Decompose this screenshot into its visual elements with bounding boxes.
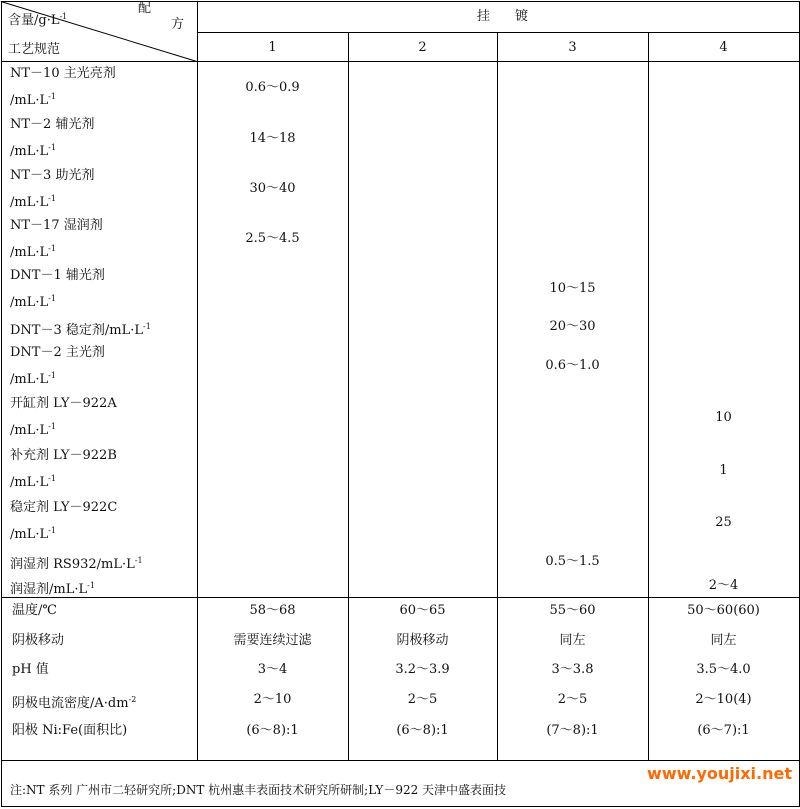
additive-value-9-col-4-text: 1	[719, 463, 728, 478]
process-value-4-col-2	[353, 692, 493, 708]
additive-unit-4-text: /mL·L	[10, 245, 49, 260]
additive-name-10-text: 稳定剂 LY－922C	[10, 500, 118, 515]
additive-value-10-col-4-text: 25	[715, 515, 732, 530]
rule-bottom	[1, 806, 799, 807]
additive-name-3-text: NT－3 助光剂	[10, 168, 95, 183]
process-name-1	[12, 603, 57, 619]
additive-name-11	[10, 553, 143, 573]
additive-unit-3-text: /mL·L	[10, 195, 49, 210]
process-value-5-col-1	[203, 723, 343, 739]
process-value-3-col-3	[503, 662, 643, 678]
column-header-2-text: 2	[418, 40, 427, 55]
additive-value-7-col-3	[503, 358, 643, 374]
additive-unit-10	[10, 523, 56, 543]
process-value-5-col-1-text: (6～8):1	[246, 723, 299, 738]
additive-value-2-col-1-text: 14～18	[249, 131, 296, 146]
additive-value-6-col-3-text: 20～30	[549, 319, 596, 334]
additive-unit-2-text: /mL·L	[10, 144, 49, 159]
additive-unit-9-superscript: -1	[48, 474, 56, 483]
rule-top	[1, 1, 799, 2]
additive-value-4-col-1	[203, 231, 343, 247]
additive-value-5-col-3-text: 10～15	[549, 281, 596, 296]
additive-unit-1	[10, 89, 56, 109]
process-value-4-col-3	[503, 692, 643, 708]
additive-value-4-col-1-text: 2.5～4.5	[245, 231, 300, 246]
process-value-3-col-2-text: 3.2～3.9	[395, 662, 450, 677]
additive-unit-1-superscript: -1	[48, 92, 56, 101]
header-recipe-char-2-text: 方	[171, 17, 185, 32]
process-value-1-col-1-text: 58～68	[249, 603, 296, 618]
process-name-4-text: 阴极电流密度/A·dm	[12, 696, 129, 711]
additive-unit-10-text: /mL·L	[10, 527, 49, 542]
process-name-1-text: 温度/℃	[12, 603, 57, 618]
process-value-1-col-4-text: 50～60(60)	[687, 603, 760, 618]
process-value-5-col-4	[654, 723, 794, 739]
additive-value-3-col-1	[203, 181, 343, 197]
header-plating-char-2-text: 镀	[515, 9, 529, 24]
additive-unit-7-text: /mL·L	[10, 372, 49, 387]
additive-name-12-text: 润湿剂/mL·L	[10, 582, 88, 597]
additive-name-5-text: DNT－1 辅光剂	[10, 268, 105, 283]
header-process-label	[8, 42, 60, 58]
additive-unit-8-text: /mL·L	[10, 423, 49, 438]
additive-unit-10-superscript: -1	[48, 526, 56, 535]
additive-name-7	[10, 345, 105, 361]
rule-col-label	[197, 1, 198, 761]
process-name-3-text: pH 值	[12, 662, 49, 677]
process-value-3-col-2	[353, 662, 493, 678]
process-name-4	[12, 692, 136, 712]
additive-unit-5-text: /mL·L	[10, 295, 49, 310]
additive-value-6-col-3	[503, 319, 643, 335]
process-value-2-col-4-text: 同左	[710, 633, 737, 648]
process-value-1-col-4	[654, 603, 794, 619]
header-recipe-char-1-text: 配	[138, 1, 152, 16]
additive-value-11-col-3-text: 0.5～1.5	[545, 554, 600, 569]
additive-name-4-text: NT－17 湿润剂	[10, 218, 103, 233]
column-header-1-text: 1	[268, 40, 277, 55]
process-name-4-superscript: -2	[128, 695, 137, 704]
process-value-4-col-1-text: 2～10	[253, 692, 292, 707]
process-name-2	[12, 633, 64, 649]
additive-value-1-col-1	[203, 80, 343, 96]
additive-name-9	[10, 448, 117, 464]
process-value-4-col-2-text: 2～5	[407, 692, 438, 707]
process-value-5-col-4-text: (6～7):1	[697, 723, 750, 738]
additive-value-10-col-4	[654, 515, 794, 531]
additive-value-12-col-4	[654, 578, 794, 594]
header-content-label	[8, 9, 67, 29]
process-value-2-col-2	[353, 633, 493, 649]
header-plating-char-1	[477, 9, 490, 25]
additive-name-11-text: 润湿剂 RS932/mL·L	[10, 557, 135, 572]
header-recipe-char-2	[171, 17, 184, 33]
additive-unit-3-superscript: -1	[48, 194, 56, 203]
rule-left	[1, 1, 2, 807]
additive-unit-4	[10, 241, 56, 261]
additive-name-5	[10, 268, 105, 284]
header-recipe-char-1	[138, 1, 151, 17]
additive-unit-5	[10, 291, 56, 311]
process-value-4-col-4	[654, 692, 794, 708]
process-name-5-text: 阳极 Ni:Fe(面积比)	[12, 723, 128, 738]
process-value-4-col-1	[203, 692, 343, 708]
additive-unit-5-superscript: -1	[48, 294, 56, 303]
additive-name-1-text: NT－10 主光亮剂	[10, 66, 116, 81]
additive-name-7-text: DNT－2 主光剂	[10, 345, 105, 360]
process-value-3-col-1-text: 3～4	[257, 662, 288, 677]
process-value-2-col-4	[654, 633, 794, 649]
process-value-5-col-2	[353, 723, 493, 739]
additive-name-11-superscript: -1	[134, 556, 143, 565]
header-content-label-superscript: -1	[59, 12, 68, 21]
process-value-2-col-1-text: 需要连续过滤	[233, 633, 312, 648]
additive-value-12-col-4-text: 2～4	[708, 578, 739, 593]
process-name-5	[12, 723, 127, 739]
additive-value-8-col-4	[654, 410, 794, 426]
process-value-2-col-3-text: 同左	[559, 633, 586, 648]
column-header-3-text: 3	[568, 40, 577, 55]
watermark: www.youjixi.net	[612, 761, 796, 787]
additive-name-6-superscript: -1	[142, 322, 151, 331]
column-header-1	[203, 40, 343, 56]
additive-value-3-col-1-text: 30～40	[249, 181, 296, 196]
process-value-3-col-1	[203, 662, 343, 678]
additive-value-1-col-1-text: 0.6～0.9	[245, 80, 300, 95]
footnote-text: 注:NT 系列 广州市二轻研究所;DNT 杭州惠丰表面技术研究所研制;LY－922 天津中盛表面技	[10, 783, 507, 797]
additive-name-9-text: 补充剂 LY－922B	[10, 448, 117, 463]
column-header-2	[353, 40, 493, 56]
additive-unit-8-superscript: -1	[48, 422, 56, 431]
process-value-1-col-3	[503, 603, 643, 619]
additive-unit-9-text: /mL·L	[10, 475, 49, 490]
additive-unit-2	[10, 140, 56, 160]
process-value-4-col-4-text: 2～10(4)	[695, 692, 752, 707]
additive-unit-7	[10, 368, 56, 388]
process-name-2-text: 阴极移动	[12, 633, 65, 648]
footnote	[10, 782, 506, 798]
additive-unit-1-text: /mL·L	[10, 93, 49, 108]
header-process-label-text: 工艺规范	[8, 42, 61, 57]
additive-unit-2-superscript: -1	[48, 143, 56, 152]
additive-value-9-col-4	[654, 463, 794, 479]
process-value-1-col-2-text: 60～65	[399, 603, 446, 618]
additive-name-3	[10, 168, 94, 184]
additive-unit-7-superscript: -1	[48, 371, 56, 380]
additive-name-8	[10, 396, 117, 412]
additive-unit-8	[10, 419, 56, 439]
process-value-1-col-3-text: 55～60	[549, 603, 596, 618]
additive-name-12-superscript: -1	[87, 581, 95, 590]
additive-unit-3	[10, 191, 56, 211]
rule-col-3	[497, 32, 498, 761]
additive-unit-9	[10, 471, 56, 491]
process-value-5-col-3	[503, 723, 643, 739]
process-value-3-col-3-text: 3～3.8	[551, 662, 594, 677]
process-value-1-col-1	[203, 603, 343, 619]
column-header-3	[503, 40, 643, 56]
additive-name-8-text: 开缸剂 LY－922A	[10, 396, 117, 411]
additive-name-4	[10, 218, 103, 234]
header-plating-char-1-text: 挂	[477, 9, 491, 24]
additive-name-6-text: DNT－3 稳定剂/mL·L	[10, 323, 143, 338]
column-header-4-text: 4	[719, 40, 728, 55]
additive-unit-4-superscript: -1	[48, 244, 56, 253]
additive-name-12	[10, 578, 95, 598]
process-name-3	[12, 662, 49, 678]
header-plating-char-2	[515, 9, 528, 25]
column-header-4	[654, 40, 794, 56]
process-value-2-col-3	[503, 633, 643, 649]
header-content-label-text: 含量/g·L	[8, 13, 60, 28]
rule-col-2	[348, 32, 349, 761]
additive-name-10	[10, 500, 117, 516]
process-value-5-col-2-text: (6～8):1	[396, 723, 449, 738]
process-value-1-col-2	[353, 603, 493, 619]
process-value-4-col-3-text: 2～5	[557, 692, 588, 707]
process-value-3-col-4-text: 3.5～4.0	[696, 662, 751, 677]
additive-name-2	[10, 117, 94, 133]
additive-value-8-col-4-text: 10	[715, 410, 732, 425]
additive-name-2-text: NT－2 辅光剂	[10, 117, 95, 132]
additive-name-1	[10, 66, 116, 82]
process-value-5-col-3-text: (7～8):1	[546, 723, 599, 738]
rule-col-4	[648, 32, 649, 761]
rule-header-bottom	[1, 61, 799, 62]
process-value-2-col-1	[203, 633, 343, 649]
additive-value-5-col-3	[503, 281, 643, 297]
process-value-3-col-4	[654, 662, 794, 678]
additive-value-11-col-3	[503, 554, 643, 570]
additive-value-2-col-1	[203, 131, 343, 147]
additive-name-6	[10, 319, 151, 339]
rule-additive-bottom	[1, 597, 799, 598]
additive-value-7-col-3-text: 0.6～1.0	[545, 358, 600, 373]
rule-header-mid	[197, 32, 799, 33]
process-value-2-col-2-text: 阴极移动	[396, 633, 449, 648]
